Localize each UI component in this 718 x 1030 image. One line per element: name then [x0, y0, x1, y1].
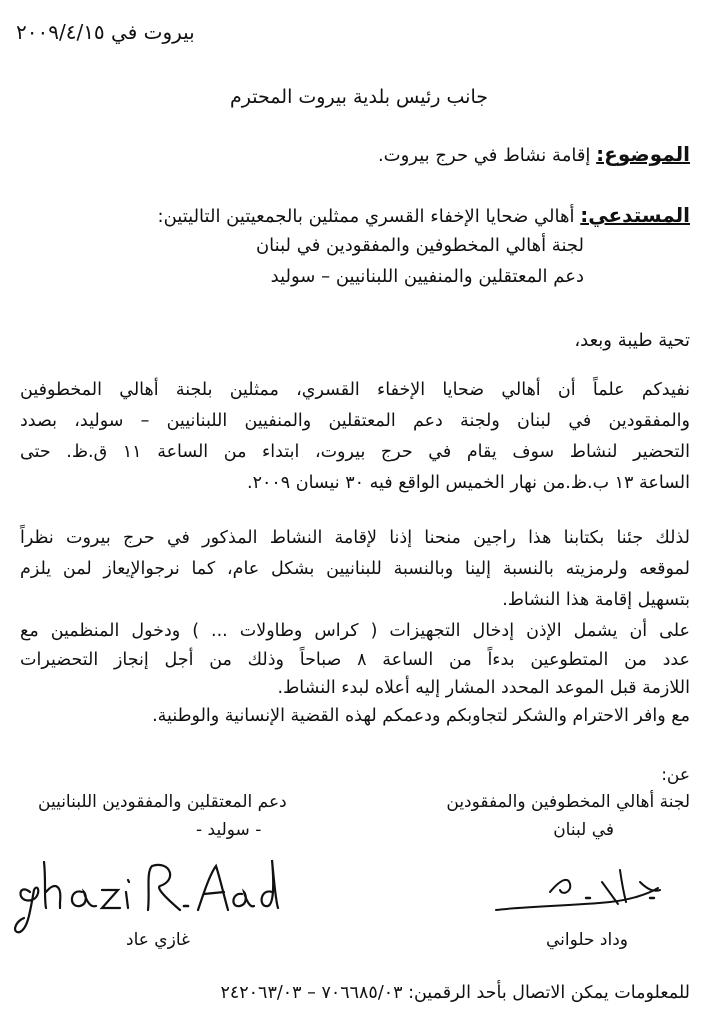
- paragraph-2: [20, 523, 690, 730]
- sender-right-line-1: لجنة أهالي المخطوفين والمفقودين: [446, 792, 690, 812]
- sender-left-line-2: - سوليد -: [196, 820, 262, 840]
- paragraph-1-line: الساعة ١٣ ب.ظ.من نهار الخميس الواقع فيه ٣٠ نيسان ٢٠٠٩.: [246, 473, 690, 493]
- paragraph-1-line: نفيدكم علماً أن أهالي ضحايا الإخفاء القسري، ممثلين بلجنة أهالي المخطوفين: [20, 380, 690, 400]
- paragraph-2-line: بتسهيل إقامة هذا النشاط.: [502, 590, 690, 610]
- sender-right-line-2: في لبنان: [553, 820, 614, 840]
- signature-wadad-halawani: [490, 862, 670, 922]
- signature-ghazi-aad: [10, 852, 280, 937]
- paragraph-2-line: لذلك جئنا بكتابنا هذا راجين منحنا إذنا لإقامة النشاط المذكور في حرج بيروت نظراً: [20, 528, 690, 548]
- letter-date: بيروت في ٢٠٠٩/٤/١٥: [16, 20, 195, 44]
- sender-left-line-1: دعم المعتقلين والمفقودين اللبنانيين: [38, 792, 287, 812]
- name-left: غازي عاد: [126, 930, 190, 950]
- paragraph-2-line: على أن يشمل الإذن إدخال التجهيزات ( كراس وطاولات ... ) ودخول المنظمين مع: [20, 621, 690, 641]
- paragraph-2-line: مع وافر الاحترام والشكر لتجاوبكم ودعمكم لهذه القضية الإنسانية والوطنية.: [152, 706, 690, 726]
- petitioner-text: أهالي ضحايا الإخفاء القسري ممثلين بالجمعيتين التاليتين:: [157, 206, 575, 227]
- paragraph-1: [20, 375, 690, 499]
- addressee: جانب رئيس بلدية بيروت المحترم: [230, 86, 488, 108]
- paragraph-1-line: والمفقودين في لبنان ولجنة دعم المعتقلين والمنفيين اللبنانيين – سوليد، بصدد: [20, 411, 690, 431]
- paragraph-2-line: اللازمة قبل الموعد المحدد المشار إليه أعلاه لبدء النشاط.: [277, 678, 690, 698]
- org-1: لجنة أهالي المخطوفين والمفقودين في لبنان: [255, 235, 584, 256]
- subject-label: الموضوع:: [596, 142, 690, 166]
- subject-line: [378, 142, 690, 166]
- greeting: تحية طيبة وبعد،: [574, 330, 690, 351]
- paragraph-1-line: التحضير لنشاط سوف يقام في حرج بيروت، ابتداء من الساعة ١١ ق.ظ. حتى: [20, 442, 690, 462]
- petitioner-label: المستدعي:: [580, 203, 690, 227]
- name-right: وداد حلواني: [545, 930, 628, 950]
- org-2: دعم المعتقلين والمنفيين اللبنانيين – سوليد: [270, 266, 584, 287]
- contact-line: للمعلومات يمكن الاتصال بأحد الرقمين: ٧٠٦٦٨٥/٠٣ – ٢٤٢٠٦٣/٠٣: [220, 983, 690, 1003]
- from-label: عن:: [661, 765, 690, 785]
- paragraph-2-line: عدد من المتطوعين بدءاً من الساعة ٨ صباحاً وذلك من أجل إنجاز التحضيرات: [20, 650, 690, 670]
- subject-text: إقامة نشاط في حرج بيروت.: [377, 145, 591, 166]
- petitioner-line: [158, 203, 690, 227]
- paragraph-2-line: لموقعه ولرمزيته بالنسبة إلينا وبالنسبة للبنانيين بشكل عام، كما نرجوالإيعاز لمن يلزم: [20, 559, 690, 579]
